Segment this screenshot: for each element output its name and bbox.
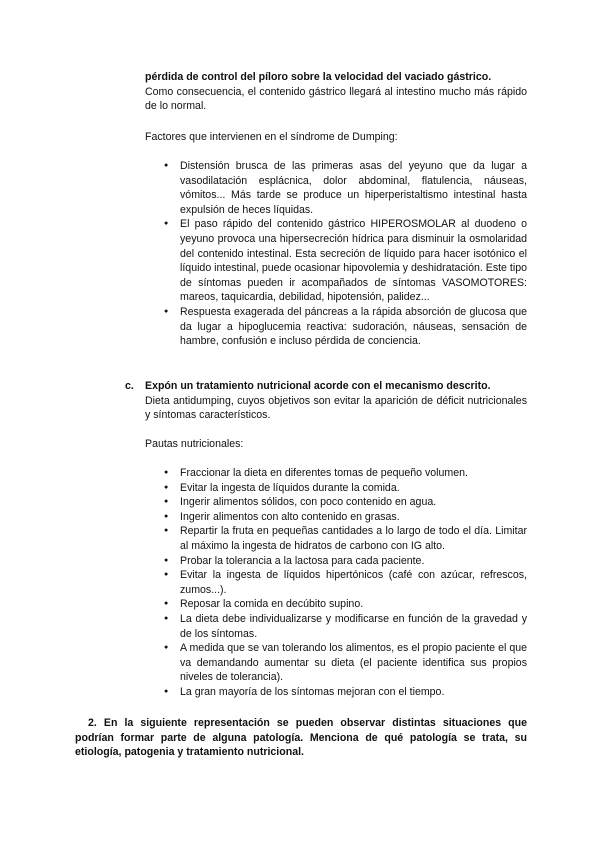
guidelines-list-wrap xyxy=(145,466,527,700)
factors-title: Factores que intervienen en el síndrome de Dumping: xyxy=(145,131,398,143)
intro-text: Como consecuencia, el contenido gástrico llegará al intestino mucho más rápido de lo normal. xyxy=(145,85,527,113)
list-item: ● Evitar la ingesta de líquidos durante la comida. xyxy=(145,481,527,496)
list-item: ● El paso rápido del contenido gástrico HIPEROSMOLAR al duodeno o yeyuno provoca una hipersecreción hídrica para disminuir la osmolaridad del contenido intestinal. Esta secreción de líquido para hacer isotónico el líquido intestinal, puede ocasionar hipovolemia y deshidratación. Este tipo de síntomas pueden ir acompañados de síntomas VASOMOTORES: mareos, taquicardia, debilidad, hipotensión, palidez... xyxy=(145,217,527,305)
factors-list xyxy=(145,159,527,349)
intro-bold-line: pérdida de control del píloro sobre la velocidad del vaciado gástrico. xyxy=(145,71,492,83)
guidelines-title: Pautas nutricionales: xyxy=(145,438,244,450)
list-item: ● Ingerir alimentos sólidos, con poco contenido en agua. xyxy=(145,495,527,510)
section-c-letter: c. xyxy=(125,380,134,392)
list-item: ● Fraccionar la dieta en diferentes tomas de pequeño volumen. xyxy=(145,466,527,481)
section-c-heading: Expón un tratamiento nutricional acorde con el mecanismo descrito. xyxy=(145,380,491,392)
question-2-text: En la siguiente representación se pueden observar distintas situaciones que podrían formar parte de alguna patología. Menciona de qué patología se trata, su etiología, patogenia y tratamiento nutricional. xyxy=(75,717,527,759)
section-c xyxy=(125,379,527,423)
list-item: ● La dieta debe individualizarse y modificarse en función de la gravedad y de los síntomas. xyxy=(145,612,527,641)
section-c-text: Dieta antidumping, cuyos objetivos son evitar la aparición de déficit nutricionales y síntomas característicos. xyxy=(145,394,527,422)
intro-paragraph xyxy=(145,70,527,114)
list-item: ● Ingerir alimentos con alto contenido en grasas. xyxy=(145,510,527,525)
question-2-number: 2. xyxy=(88,717,97,729)
list-item: ● Distensión brusca de las primeras asas del yeyuno que da lugar a vasodilatación esplácnica, dolor abdominal, flatulencia, náuseas, vómitos... Más tarde se produce un hiperperistaltismo intestinal hasta expulsión de heces líquidas. xyxy=(145,159,527,217)
question-2 xyxy=(75,716,527,760)
factors-section xyxy=(145,130,527,145)
list-item: ● Reposar la comida en decúbito supino. xyxy=(145,597,527,612)
list-item: ● Evitar la ingesta de líquidos hipertónicos (café con azúcar, refrescos, zumos...). xyxy=(145,568,527,597)
list-item: ● Respuesta exagerada del páncreas a la rápida absorción de glucosa que da lugar a hipoglucemia reactiva: sudoración, náuseas, sensación de hambre, confusión e incluso pérdida de conciencia. xyxy=(145,305,527,349)
guidelines-list xyxy=(145,466,527,700)
list-item: ● A medida que se van tolerando los alimentos, es el propio paciente el que va demandando aumentar su dieta (el paciente identifica sus propios niveles de tolerancia). xyxy=(145,641,527,685)
guidelines-section xyxy=(145,437,527,452)
list-item: ● Repartir la fruta en pequeñas cantidades a lo largo de todo el día. Limitar al máximo la ingesta de hidratos de carbono con IG alto. xyxy=(145,524,527,553)
list-item: ● La gran mayoría de los síntomas mejoran con el tiempo. xyxy=(145,685,527,700)
factors-list-wrap xyxy=(145,159,527,349)
list-item: ● Probar la tolerancia a la lactosa para cada paciente. xyxy=(145,554,527,569)
